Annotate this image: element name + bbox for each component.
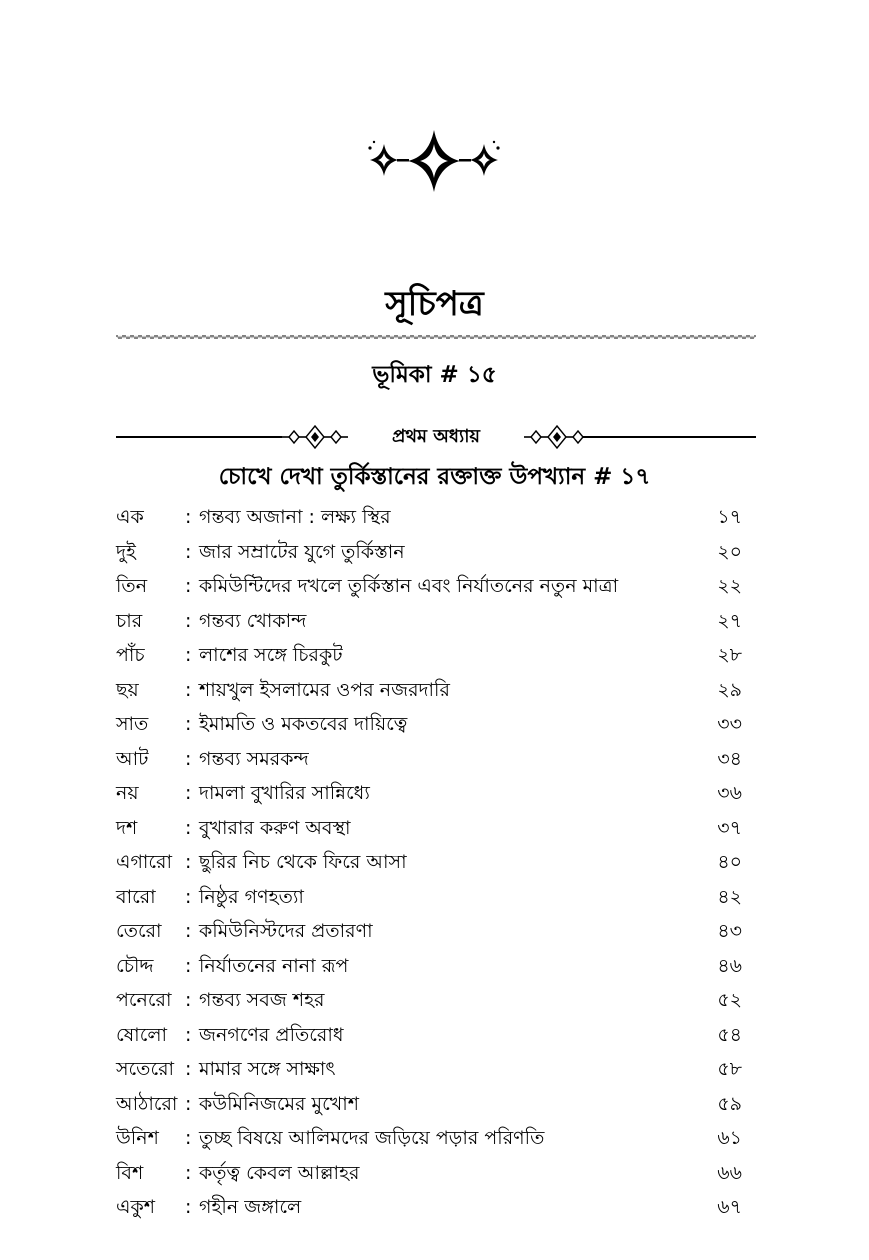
toc-entry-page: ৩৬ [717, 782, 742, 804]
toc-entry-separator: : [185, 747, 192, 770]
toc-entry-title: কমিউন্টিদের দখলে তুর্কিস্তান এবং নির্যাতনের নতুন মাত্রা [199, 575, 619, 597]
toc-entry-title: জনগণের প্রতিরোধ [199, 1023, 344, 1046]
toc-entry-number: বারো [116, 885, 156, 908]
toc-entry-page: ৫৪ [717, 1023, 742, 1046]
toc-entry-page: ৪০ [717, 851, 742, 873]
toc-entry-separator: : [185, 1092, 192, 1115]
toc-entry [116, 1190, 742, 1225]
toc-entry-page: ৬১ [717, 1127, 742, 1149]
toc-entry [116, 742, 742, 777]
toc-entry [116, 707, 742, 742]
toc-entry-title: কমিউনিস্টদের প্রতারণা [199, 920, 373, 942]
toc-entry-number: একুশ [116, 1196, 155, 1218]
toc-entry-separator: : [185, 989, 192, 1011]
toc-entry-number: সতেরো [116, 1058, 175, 1080]
toc-entry-number: দুই [116, 540, 136, 563]
toc-entry-title: গহীন জঙ্গালে [199, 1196, 302, 1218]
toc-entry-page: ৫৮ [717, 1058, 742, 1080]
toc-entry-page: ২৮ [717, 644, 742, 666]
toc-entry-page: ৪২ [717, 885, 742, 908]
toc-entry-title: শায়খুল ইসলামের ওপর নজরদারি [199, 678, 450, 701]
toc-entry-number: উনিশ [116, 1127, 159, 1149]
toc-entry [116, 569, 742, 604]
toc-entry-separator: : [185, 851, 192, 873]
toc-entry-number: পনেরো [116, 989, 172, 1011]
toc-entry [116, 1156, 742, 1191]
toc-entry-page: ৫২ [717, 989, 742, 1011]
toc-entry [116, 604, 742, 639]
toc-entry-title: কর্তৃত্ব কেবল আল্লাহর [199, 1161, 360, 1184]
toc-entry [116, 983, 742, 1018]
toc-entry-page: ৩৩ [717, 713, 742, 735]
toc-entry-number: সাত [116, 713, 149, 735]
toc-entry-page: ৪৬ [717, 954, 742, 977]
toc-entry-separator: : [185, 1023, 192, 1046]
toc-entry-page: ২০ [717, 540, 742, 563]
toc-entry-page: ২২ [717, 575, 742, 597]
toc-entry-separator: : [185, 954, 192, 977]
toc-entry-separator: : [185, 609, 192, 632]
toc-entry-page: ২৯ [717, 678, 742, 701]
toc-entry-number: বিশ [116, 1161, 144, 1184]
toc-entry-number: পাঁচ [116, 644, 145, 666]
toc-entry [116, 811, 742, 846]
toc-entry-number: এক [116, 506, 144, 528]
toc-entry-title: মামার সঙ্গে সাক্ষাৎ [199, 1058, 336, 1080]
toc-entry [116, 1052, 742, 1087]
toc-entry-title: বুখারার করুণ অবস্থা [199, 816, 351, 839]
toc-entry-title: গন্তব্য সবজ শহর [199, 989, 325, 1011]
toc-entry-title: লাশের সঙ্গে চিরকুট [199, 644, 343, 666]
toc-entry-number: চার [116, 609, 143, 632]
toc-entry-page: ২৭ [717, 609, 742, 632]
toc-entry-number: তিন [116, 575, 148, 597]
toc-entry-separator: : [185, 575, 192, 597]
toc-entry [116, 776, 742, 811]
toc-entry-number: এগারো [116, 851, 173, 873]
table-of-contents [116, 500, 742, 1225]
chapter-title: চোখে দেখা তুর্কিস্তানের রক্তাক্ত উপখ্যান # ১৭ [218, 464, 651, 490]
toc-entry-separator: : [185, 1161, 192, 1184]
toc-entry [116, 914, 742, 949]
chapter-rule-right [582, 436, 756, 438]
toc-entry-separator: : [185, 540, 192, 563]
toc-entry-separator: : [185, 782, 192, 804]
toc-entry [116, 845, 742, 880]
toc-entry-separator: : [185, 713, 192, 735]
toc-entry [116, 1121, 742, 1156]
wavy-divider [116, 333, 756, 341]
toc-entry-number: ষোলো [116, 1023, 167, 1046]
toc-entry-separator: : [185, 1196, 192, 1218]
toc-entry [116, 880, 742, 915]
toc-entry [116, 949, 742, 984]
page-title: সূচিপত্র [385, 284, 484, 324]
toc-entry-number: আট [116, 747, 149, 770]
toc-entry-title: দামলা বুখারির সান্নিধ্যে [199, 782, 370, 804]
introduction-heading: ভূমিকা # ১৫ [372, 362, 497, 388]
toc-entry-page: ৬৭ [717, 1196, 742, 1218]
toc-entry-page: ৩৪ [717, 747, 742, 770]
toc-entry-page: ৪৩ [717, 920, 742, 942]
chapter-heading-band [116, 423, 756, 451]
toc-entry-separator: : [185, 1058, 192, 1080]
toc-entry-separator: : [185, 885, 192, 908]
toc-entry-page: ৫৯ [717, 1092, 742, 1115]
toc-entry-number: ছয় [116, 678, 139, 701]
toc-entry-number: আঠারো [116, 1092, 178, 1115]
toc-entry-number: চৌদ্দ [116, 954, 154, 977]
toc-entry-number: তেরো [116, 920, 162, 942]
toc-entry-page: ৬৬ [717, 1161, 742, 1184]
toc-entry-page: ৩৭ [717, 816, 742, 839]
toc-entry-separator: : [185, 816, 192, 839]
toc-entry [116, 1018, 742, 1053]
toc-entry-title: গন্তব্য সমরকন্দ [199, 747, 309, 770]
toc-entry-title: ছুরির নিচ থেকে ফিরে আসা [199, 851, 407, 873]
toc-entry-title: ইমামতি ও মকতবের দায়িত্বে [199, 713, 408, 735]
toc-entry-title: নির্যাতনের নানা রূপ [199, 954, 349, 977]
toc-entry-title: কউমিনিজমের মুখোশ [199, 1092, 359, 1115]
toc-entry-separator: : [185, 1127, 192, 1149]
toc-entry-title: তুচ্ছ বিষয়ে আলিমদের জড়িয়ে পড়ার পরিণতি [199, 1127, 545, 1149]
chapter-label: প্রথম অধ্যায় [391, 426, 481, 447]
toc-entry-number: দশ [116, 816, 138, 839]
toc-entry-separator: : [185, 678, 192, 701]
star-ornament-icon [364, 128, 504, 194]
toc-entry [116, 673, 742, 708]
toc-entry-title: গন্তব্য অজানা : লক্ষ্য স্থির [199, 506, 391, 528]
toc-entry [116, 1087, 742, 1122]
toc-entry [116, 638, 742, 673]
toc-entry-separator: : [185, 506, 192, 528]
toc-entry-separator: : [185, 920, 192, 942]
diamond-ornament-icon [524, 423, 590, 451]
toc-entry-title: নিষ্ঠুর গণহত্যা [199, 885, 304, 908]
toc-entry-title: গন্তব্য খোকান্দ [199, 609, 307, 632]
toc-entry [116, 535, 742, 570]
toc-entry [116, 500, 742, 535]
toc-entry-page: ১৭ [717, 506, 742, 528]
toc-entry-number: নয় [116, 782, 139, 804]
toc-entry-separator: : [185, 644, 192, 666]
toc-entry-title: জার সম্রাটের যুগে তুর্কিস্তান [199, 540, 405, 563]
